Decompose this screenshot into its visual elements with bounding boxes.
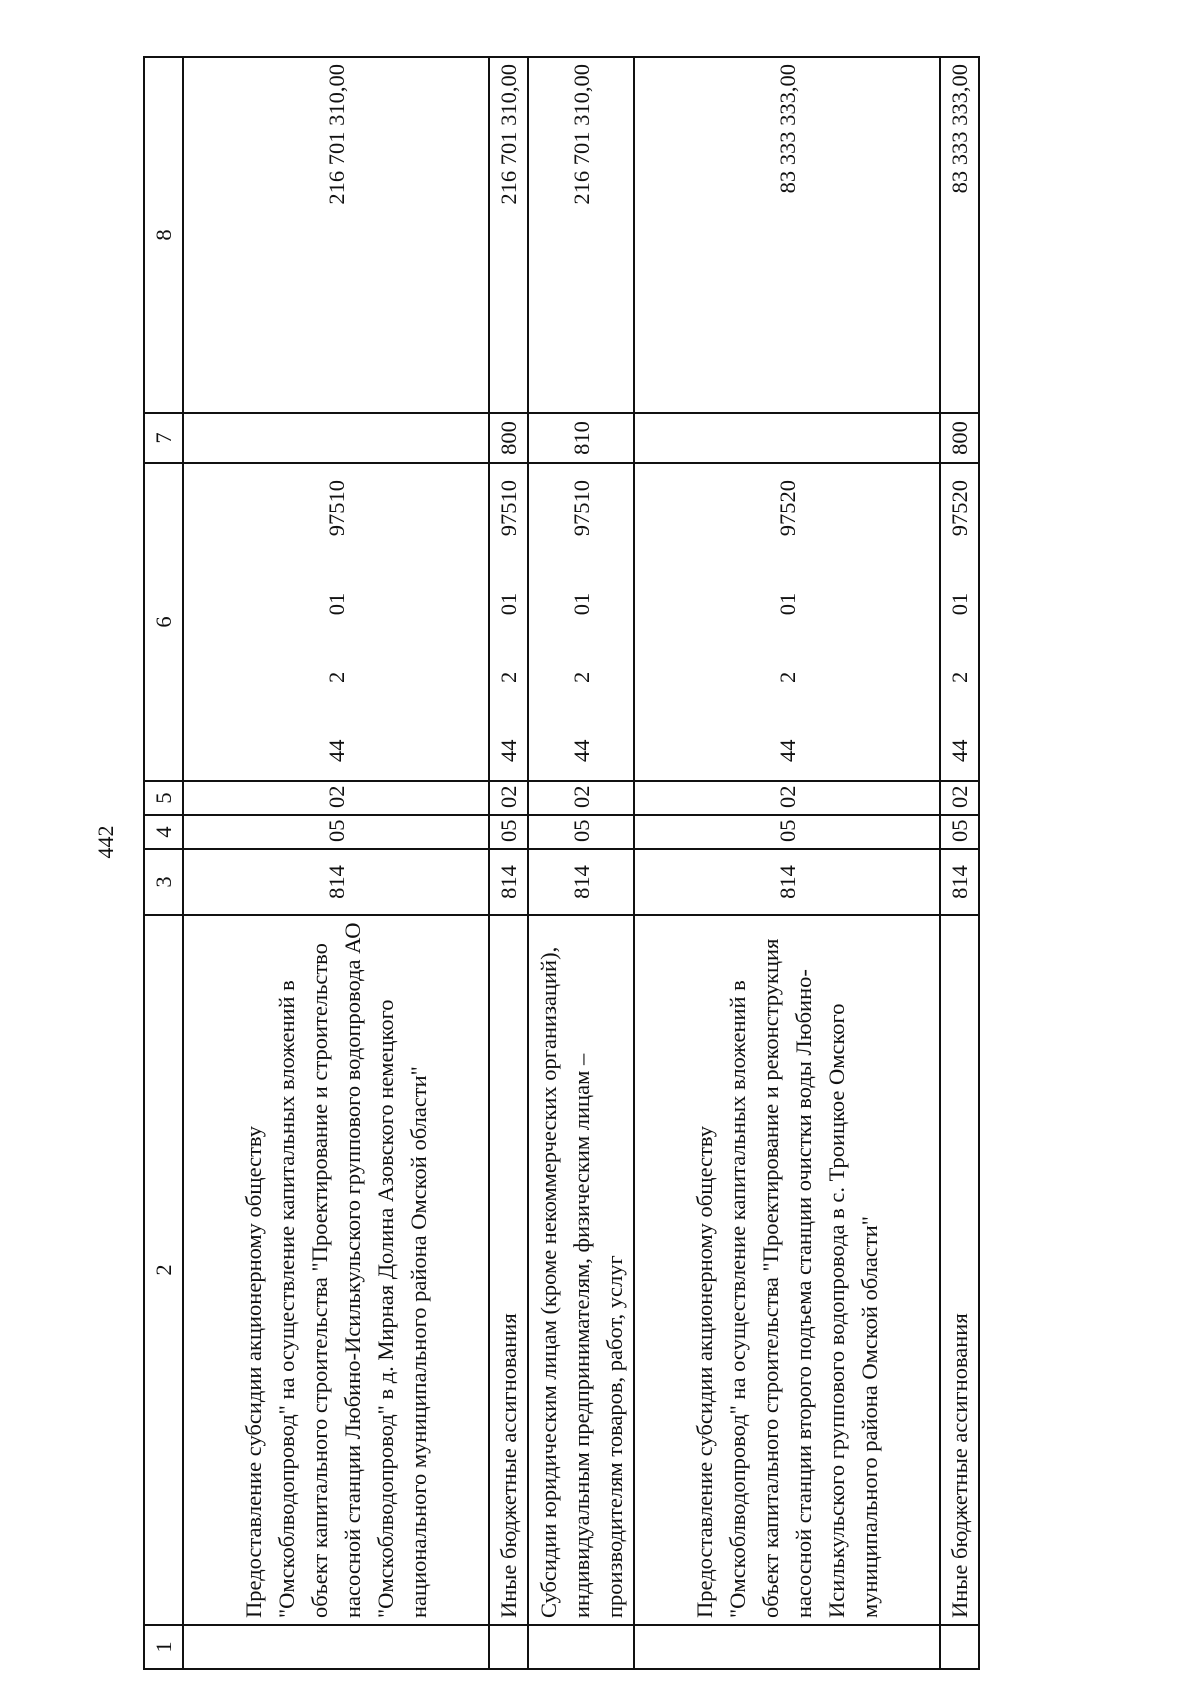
target-article-part: 97520 bbox=[947, 480, 972, 537]
row-target-article bbox=[183, 463, 489, 781]
target-article-part: 2 bbox=[947, 671, 972, 683]
row-amount: 216 701 310,00 bbox=[183, 57, 489, 413]
target-article-part: 2 bbox=[323, 671, 349, 683]
row-subsection-code: 02 bbox=[489, 781, 528, 815]
target-article-part: 2 bbox=[568, 671, 594, 683]
target-article-part: 2 bbox=[496, 671, 521, 683]
column-number: 3 bbox=[144, 849, 183, 915]
row-name: Иные бюджетные ассигнования bbox=[940, 915, 979, 1625]
table-row bbox=[634, 57, 940, 1669]
row-cell-index bbox=[528, 1625, 634, 1669]
row-section-code: 05 bbox=[489, 815, 528, 849]
table-row bbox=[940, 57, 979, 1669]
row-ministry-code: 814 bbox=[940, 849, 979, 915]
row-expense-type: 800 bbox=[489, 413, 528, 463]
row-amount: 83 333 333,00 bbox=[634, 57, 940, 413]
target-article-part: 44 bbox=[568, 739, 594, 762]
target-article-part: 01 bbox=[774, 592, 800, 616]
budget-table bbox=[143, 56, 980, 1670]
target-article-part: 97510 bbox=[496, 480, 521, 537]
row-amount: 216 701 310,00 bbox=[528, 57, 634, 413]
row-name: Субсидии юридическим лицам (кроме некоммерческих организаций), индивидуальным предпринимателям, физическим лицам – производителям товаров, работ, услуг bbox=[528, 915, 634, 1625]
row-amount: 83 333 333,00 bbox=[940, 57, 979, 413]
row-expense-type: 810 bbox=[528, 413, 634, 463]
row-target-article bbox=[528, 463, 634, 781]
row-section-code: 05 bbox=[634, 815, 940, 849]
row-target-article bbox=[940, 463, 979, 781]
target-article-part: 2 bbox=[774, 671, 800, 683]
row-target-article bbox=[489, 463, 528, 781]
row-cell-index bbox=[183, 1625, 489, 1669]
column-number-row bbox=[144, 57, 183, 1669]
row-target-article bbox=[634, 463, 940, 781]
row-subsection-code: 02 bbox=[634, 781, 940, 815]
rotated-table-wrapper bbox=[143, 58, 972, 1670]
table-row bbox=[528, 57, 634, 1669]
row-expense-type bbox=[634, 413, 940, 463]
target-article-part: 97510 bbox=[568, 480, 594, 537]
target-article-part: 01 bbox=[947, 592, 972, 616]
target-article-part: 44 bbox=[323, 739, 349, 762]
row-ministry-code: 814 bbox=[528, 849, 634, 915]
row-subsection-code: 02 bbox=[528, 781, 634, 815]
column-number: 5 bbox=[144, 781, 183, 815]
target-article-part: 44 bbox=[774, 739, 800, 762]
row-expense-type bbox=[183, 413, 489, 463]
target-article-part: 97520 bbox=[774, 480, 800, 537]
table-row bbox=[183, 57, 489, 1669]
target-article-part: 44 bbox=[947, 739, 972, 762]
row-subsection-code: 02 bbox=[940, 781, 979, 815]
row-ministry-code: 814 bbox=[489, 849, 528, 915]
row-section-code: 05 bbox=[940, 815, 979, 849]
column-number: 6 bbox=[144, 463, 183, 781]
target-article-part: 01 bbox=[568, 592, 594, 616]
target-article-part: 01 bbox=[323, 592, 349, 616]
row-amount: 216 701 310,00 bbox=[489, 57, 528, 413]
page-number: 442 bbox=[93, 825, 118, 859]
column-number: 4 bbox=[144, 815, 183, 849]
row-section-code: 05 bbox=[528, 815, 634, 849]
row-subsection-code: 02 bbox=[183, 781, 489, 815]
row-cell-index bbox=[940, 1625, 979, 1669]
column-number: 1 bbox=[144, 1625, 183, 1669]
row-ministry-code: 814 bbox=[634, 849, 940, 915]
target-article-part: 97510 bbox=[323, 480, 349, 537]
column-number: 8 bbox=[144, 57, 183, 413]
target-article-part: 44 bbox=[496, 739, 521, 762]
row-name: Иные бюджетные ассигнования bbox=[489, 915, 528, 1625]
column-number: 2 bbox=[144, 915, 183, 1625]
row-name: Предоставление субсидии акционерному обществу "Омскоблводопровод" на осуществление капитальных вложений в объект капитального строительства "Проектирование и реконструкция насосной станции второго подъема станции очистки воды Любино-Исилькульского группового водопровода в с. Троицкое Омского муниципального района Омской области" bbox=[634, 915, 940, 1625]
table-row bbox=[489, 57, 528, 1669]
column-number: 7 bbox=[144, 413, 183, 463]
target-article-part: 01 bbox=[496, 592, 521, 616]
row-ministry-code: 814 bbox=[183, 849, 489, 915]
row-section-code: 05 bbox=[183, 815, 489, 849]
row-expense-type: 800 bbox=[940, 413, 979, 463]
row-cell-index bbox=[489, 1625, 528, 1669]
row-cell-index bbox=[634, 1625, 940, 1669]
row-name: Предоставление субсидии акционерному обществу "Омскоблводопровод" на осуществление капитальных вложений в объект капитального строительства "Проектирование и строительство насосной станции Любино-Исилькульского группового водопровода АО "Омскоблводопровод" в д. Мирная Долина Азовского немецкого национального муниципального района Омской области" bbox=[183, 915, 489, 1625]
